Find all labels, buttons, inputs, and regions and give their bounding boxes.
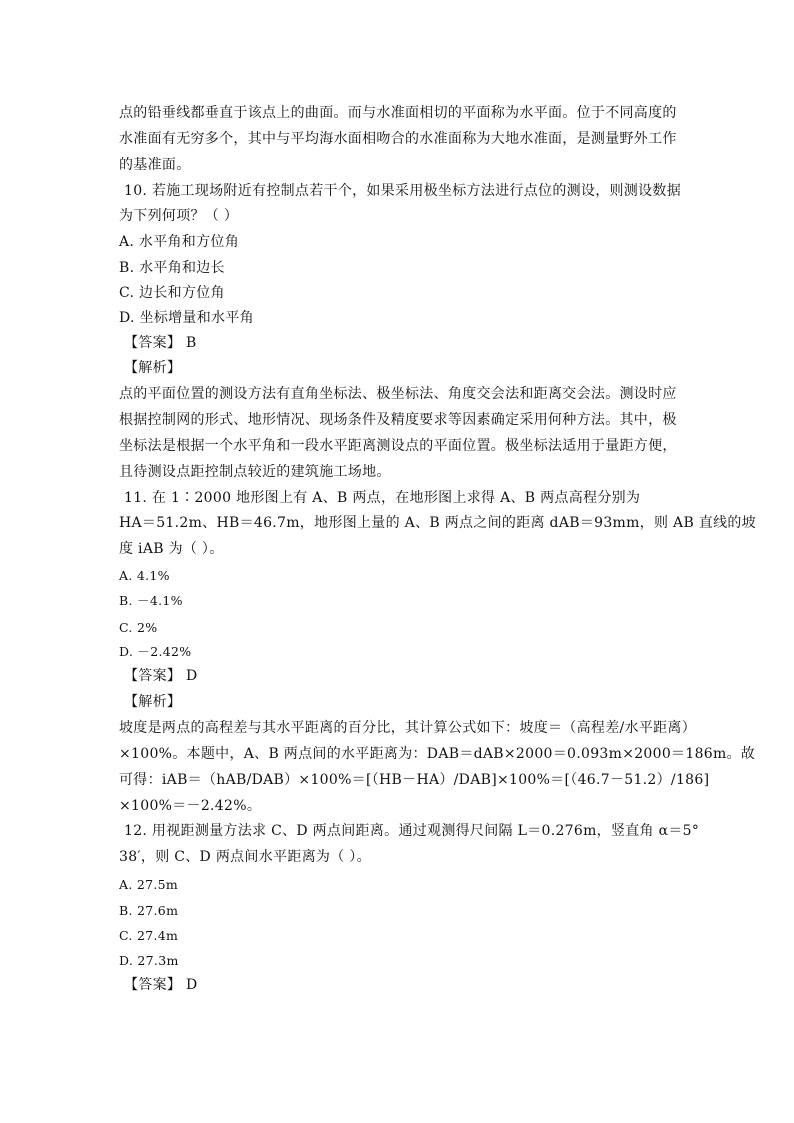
analysis-line-4: 且待测设点距控制点较近的建筑施工场地。	[119, 464, 391, 480]
analysis-line-1: 坡度是两点的高程差与其水平距离的百分比，其计算公式如下：坡度＝（高程差/水平距离）	[119, 720, 697, 736]
answer-line: 【答案】 D	[124, 977, 198, 993]
question-11-line-1: 11. 在 1∶2000 地形图上有 A、B 两点，在地形图上求得 A、B 两点高程分别为	[124, 490, 641, 506]
option-b: B. 27.6m	[119, 903, 179, 918]
answer-line: 【答案】 B	[124, 335, 197, 351]
option-d: D. 27.3m	[119, 953, 179, 968]
question-10-line-1: 10. 若施工现场附近有控制点若干个，如果采用极坐标方法进行点位的测设，则测设数据	[124, 183, 682, 199]
analysis-line-4: ×100%＝－2.42%。	[119, 798, 262, 814]
option-b: B. 水平角和边长	[119, 260, 225, 276]
option-a: A. 4.1%	[119, 568, 170, 583]
option-c: C. 边长和方位角	[119, 285, 225, 301]
option-d: D. 坐标增量和水平角	[119, 310, 254, 326]
text-line-2: 水准面有无穷多个，其中与平均海水面相吻合的水准面称为大地水准面，是测量野外工作	[119, 131, 677, 147]
answer-line: 【答案】 D	[124, 668, 198, 684]
question-12-line-2: 38′，则 C、D 两点间水平距离为（ ）。	[119, 849, 371, 865]
option-d: D. －2.42%	[119, 644, 192, 659]
analysis-line-2: 根据控制网的形式、地形情况、现场条件及精度要求等因素确定采用何种方法。其中，极	[119, 412, 677, 428]
option-c: C. 27.4m	[119, 928, 179, 943]
question-11-line-3: 度 iAB 为（ ）。	[119, 541, 224, 557]
question-10-line-2: 为下列何项？（ ）	[119, 208, 239, 224]
analysis-heading: 【解析】	[124, 694, 182, 710]
analysis-heading: 【解析】	[124, 360, 182, 376]
question-12-line-1: 12. 用视距测量方法求 C、D 两点间距离。通过观测得尺间隔 L＝0.276m，竖直角 α＝5°	[124, 823, 700, 839]
option-a: A. 水平角和方位角	[119, 234, 240, 250]
analysis-line-1: 点的平面位置的测设方法有直角坐标法、极坐标法、角度交会法和距离交会法。测设时应	[119, 386, 677, 402]
question-11-line-2: HA＝51.2m、HB＝46.7m，地形图上量的 A、B 两点之间的距离 dAB＝93mm，则 AB 直线的坡	[119, 515, 756, 531]
option-a: A. 27.5m	[119, 877, 179, 892]
text-line-3: 的基准面。	[119, 157, 191, 173]
text-line-1: 点的铅垂线都垂直于该点上的曲面。而与水准面相切的平面称为水平面。位于不同高度的	[119, 105, 677, 121]
analysis-line-3: 坐标法是根据一个水平角和一段水平距离测设点的平面位置。极坐标法适用于量距方便，	[119, 438, 677, 454]
analysis-line-3: 可得：iAB＝（hAB/DAB）×100%＝[（HB－HA）/DAB]×100%＝[（46.7－51.2）/186]	[119, 772, 710, 788]
analysis-line-2: ×100%。本题中，A、B 两点间的水平距离为：DAB＝dAB×2000＝0.093m×2000＝186m。故	[119, 746, 756, 762]
option-b: B. －4.1%	[119, 593, 183, 608]
option-c: C. 2%	[119, 620, 158, 635]
